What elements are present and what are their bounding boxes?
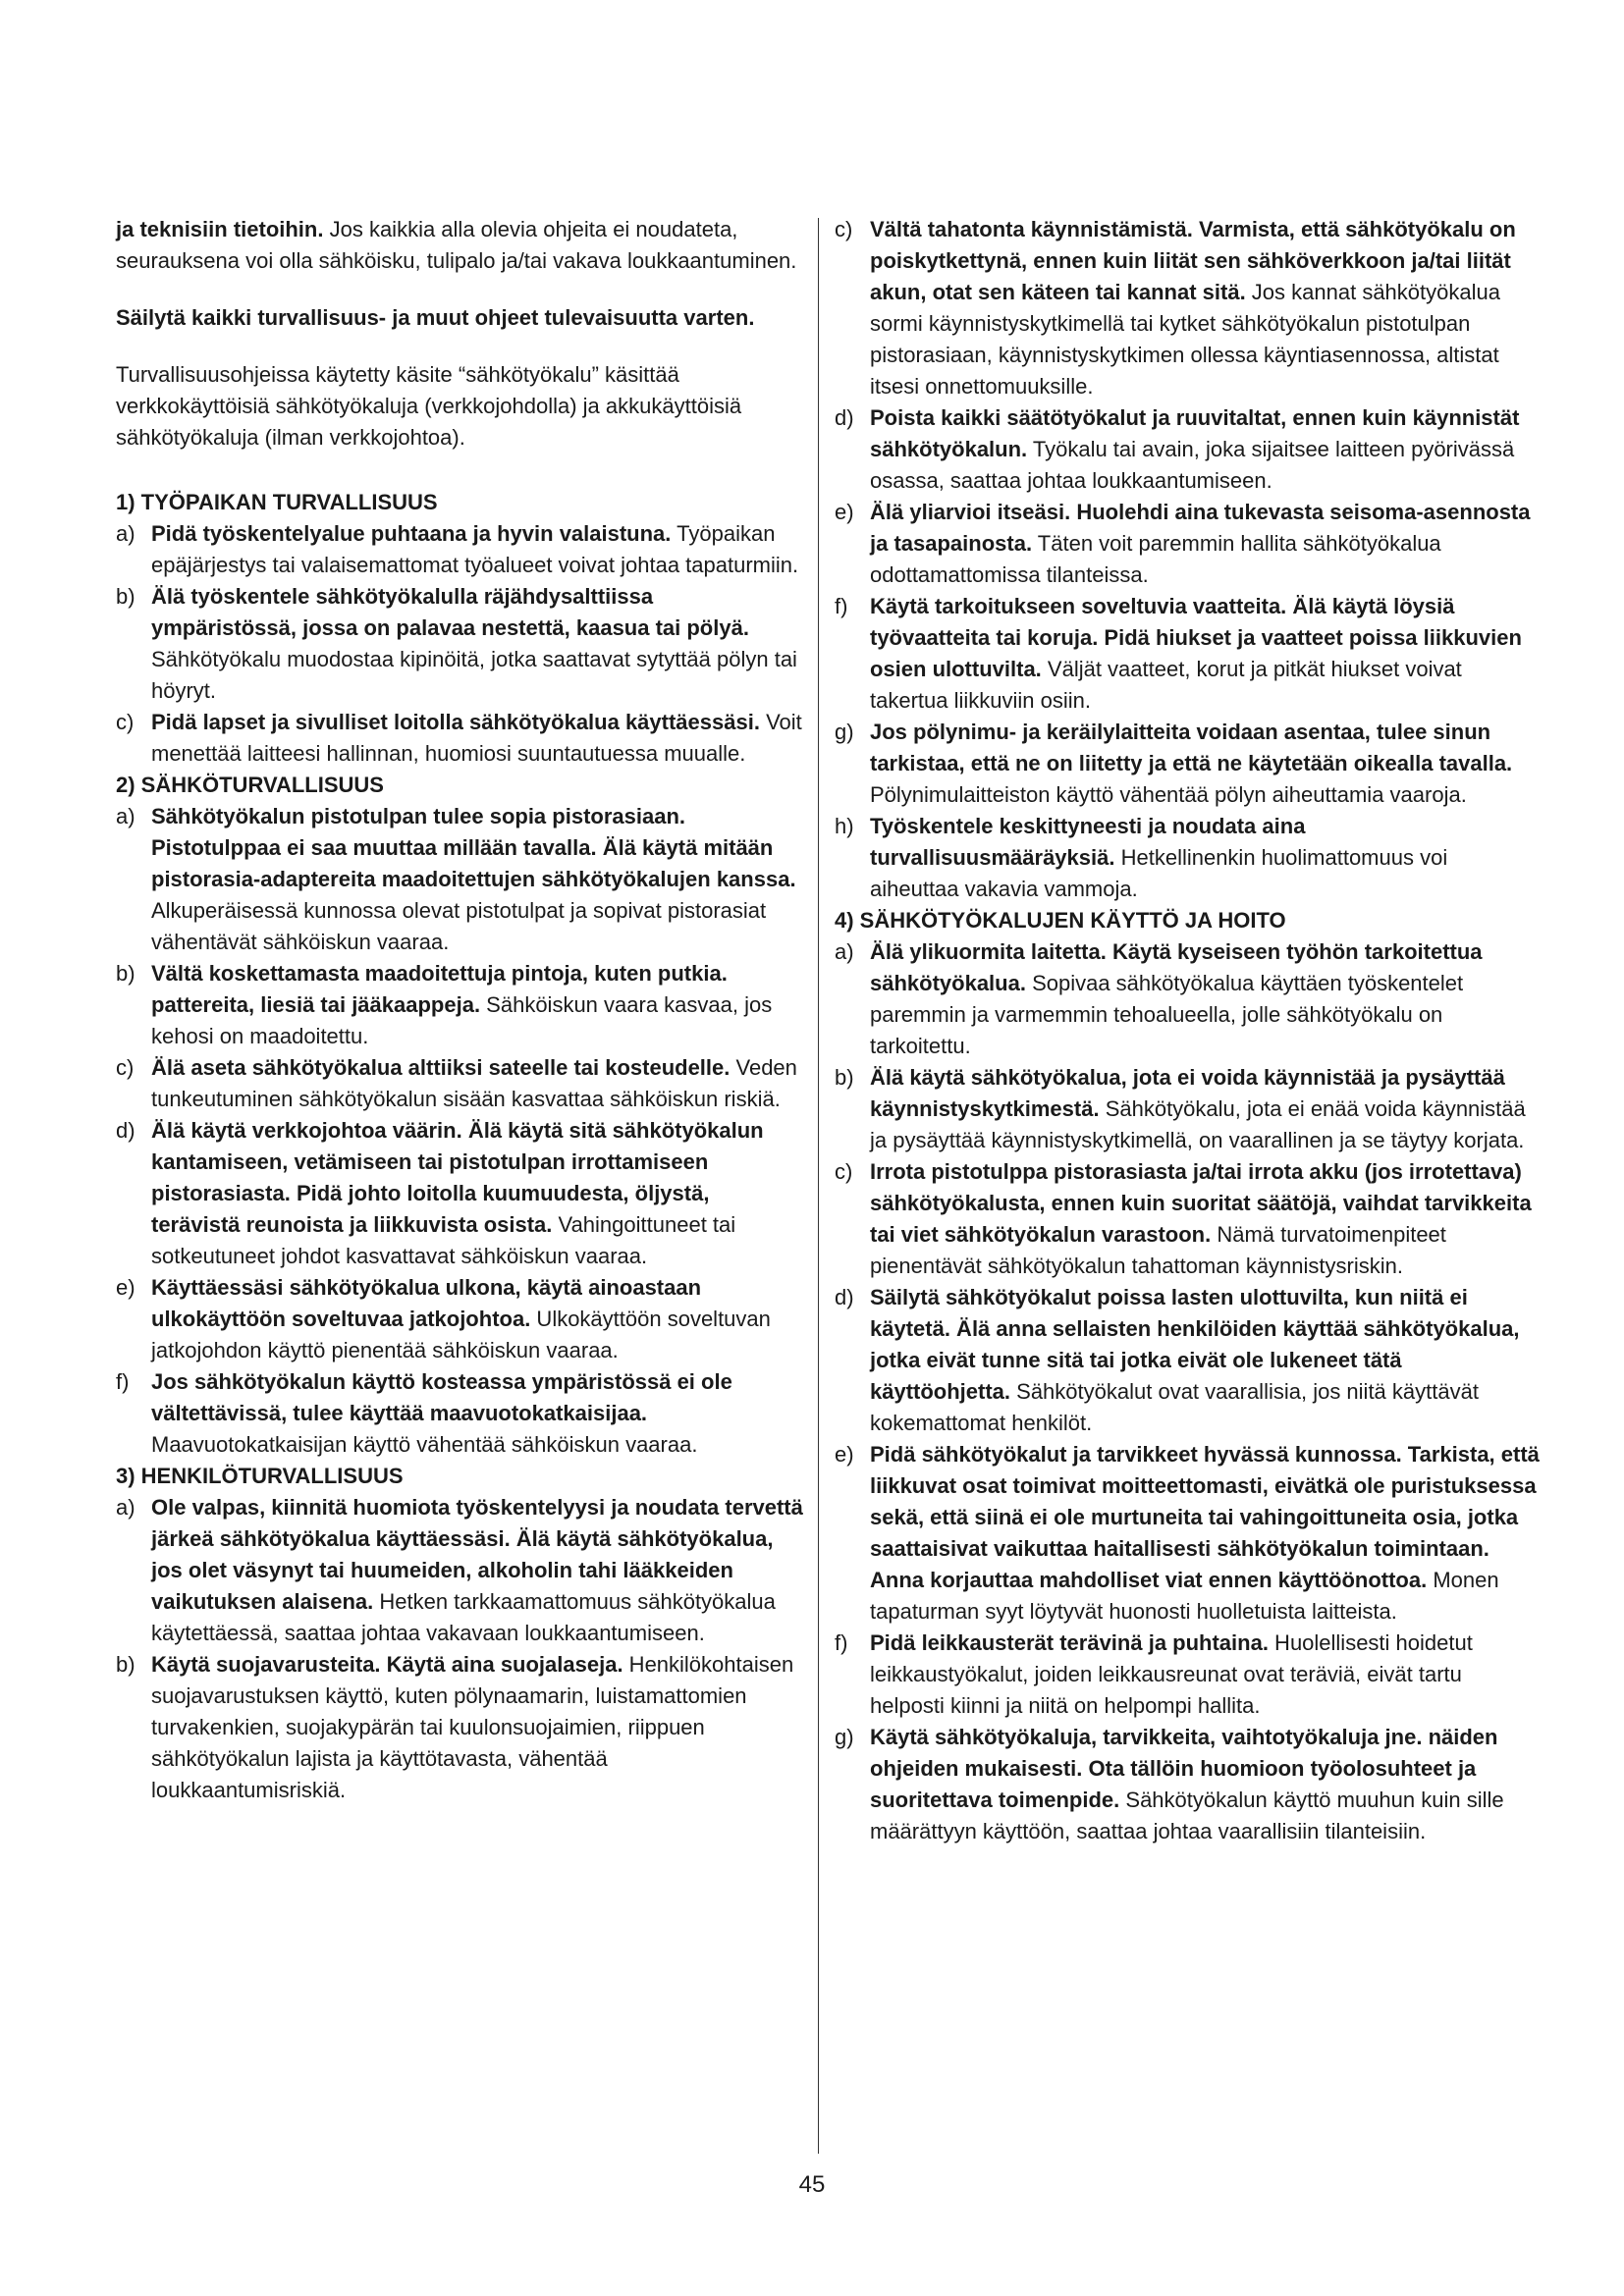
intro-paragraph: ja teknisiin tietoihin. Jos kaikkia alla olevia ohjeita ei noudateta, seurauksena voi olla sähköisku, tulipalo ja/tai vakava loukkaantuminen.: [116, 217, 797, 273]
list-item: b) Käytä suojavarusteita. Käytä aina suojalaseja. Henkilökohtaisen suojavarustuksen käyttö, kuten pölynaamarin, luistamattomien turvakenkien, suojakypärän tai kuulonsuojaimien, riippuen sähkötyökalun lajista ja käyttötavasta, vähentää loukkaantumisriskiä.: [116, 1652, 794, 1802]
list-item: e) Pidä sähkötyökalut ja tarvikkeet hyvässä kunnossa. Tarkista, että liikkuvat osat toimivat moitteettomasti, eivätkä ole puristuksessa sekä, että siinä ei ole murtuneita tai vahingoittuneita osia, jotka saattaisivat vaikuttaa haitallisesti sähkötyökalun toimintaan. Anna korjauttaa mahdolliset viat ennen käyttöönottoa. Monen tapaturman syyt löytyvät huonosti huolletuista laitteista.: [835, 1442, 1540, 1624]
list-item: e) Käyttäessäsi sähkötyökalua ulkona, käytä ainoastaan ulkokäyttöön soveltuvaa jatkojohtoa. Ulkokäyttöön soveltuvan jatkojohdon käyttö pienentää sähköiskun vaaraa.: [116, 1275, 771, 1362]
right-column: [835, 214, 1542, 1847]
left-column: [116, 214, 803, 1806]
page-number: 45: [798, 2171, 826, 2198]
list-item: a) Älä ylikuormita laitetta. Käytä kyseiseen työhön tarkoitettua sähkötyökalua. Sopivaa sähkötyökalua käyttäen työskentelet paremmin ja varmemmin tehoalueella, jolle sähkötyökalu on tarkoitettu.: [835, 939, 1483, 1058]
list-item: c) Älä aseta sähkötyökalua alttiiksi sateelle tai kosteudelle. Veden tunkeutuminen sähkötyökalun sisään kasvattaa sähköiskun riskiä.: [116, 1055, 797, 1111]
list-item: c) Vältä tahatonta käynnistämistä. Varmista, että sähkötyökalu on poiskytkettynä, ennen kuin liität sen sähköverkkoon ja/tai liität akun, otat sen käteen tai kannat sitä. Jos kannat sähkötyökalua sormi käynnistyskytkimellä tai kytket sähkötyökalun pistotulpan pistorasiaan, käynnistyskytkimen ollessa käyntiasennossa, altistat itsesi onnettomuuksille.: [835, 217, 1516, 399]
section-heading: 2) SÄHKÖTURVALLISUUS: [116, 773, 384, 797]
list-item: c) Irrota pistotulppa pistorasiasta ja/tai irrota akku (jos irrotettava) sähkötyökalusta, ennen kuin suoritat säätöjä, vaihdat tarvikkeita tai viet sähkötyökalun varastoon. Nämä turvatoimenpiteet pienentävät sähkötyökalun tahattoman käynnistysriskin.: [835, 1159, 1532, 1278]
list-item: e) Älä yliarvioi itseäsi. Huolehdi aina tukevasta seisoma-asennosta ja tasapainosta. Täten voit paremmin hallita sähkötyökalua odottamattomissa tilanteissa.: [835, 500, 1531, 587]
intro-paragraph: Turvallisuusohjeissa käytetty käsite “sähkötyökalu” käsittää verkkokäyttöisiä sähkötyökaluja (verkkojohdolla) ja akkukäyttöisiä sähkötyökaluja (ilman verkkojohtoa).: [116, 362, 742, 450]
section-heading: 4) SÄHKÖTYÖKALUJEN KÄYTTÖ JA HOITO: [835, 908, 1286, 933]
list-item: g) Jos pölynimu- ja keräilylaitteita voidaan asentaa, tulee sinun tarkistaa, että ne on liitetty ja että ne käytetään oikealla tavalla. Pölynimulaitteiston käyttö vähentää pölyn aiheuttamia vaaroja.: [835, 720, 1513, 807]
section-heading: 3) HENKILÖTURVALLISUUS: [116, 1464, 404, 1488]
column-divider: [818, 218, 819, 2154]
list-item: b) Älä työskentele sähkötyökalulla räjähdysalttiissa ympäristössä, jossa on palavaa nestettä, kaasua tai pölyä. Sähkötyökalu muodostaa kipinöitä, jotka saattavat sytyttää pölyn tai höyryt.: [116, 584, 797, 703]
list-item: a) Sähkötyökalun pistotulpan tulee sopia pistorasiaan. Pistotulppaa ei saa muuttaa millään tavalla. Älä käytä mitään pistorasia-adaptereita maadoitettujen sähkötyökalujen kanssa. Alkuperäisessä kunnossa olevat pistotulpat ja sopivat pistorasiat vähentävät sähköiskun vaaraa.: [116, 804, 796, 954]
list-item: h) Työskentele keskittyneesti ja noudata aina turvallisuusmääräyksiä. Hetkellinenkin huolimattomuus voi aiheuttaa vakavia vammoja.: [835, 814, 1448, 901]
list-item: f) Pidä leikkausterät terävinä ja puhtaina. Huolellisesti hoidetut leikkaustyökalut, joiden leikkausreunat ovat teräviä, eivät tartu helposti kiinni ja niitä on helpompi hallita.: [835, 1630, 1473, 1718]
list-item: d) Älä käytä verkkojohtoa väärin. Älä käytä sitä sähkötyökalun kantamiseen, vetämiseen tai pistotulpan irrottamiseen pistorasiasta. Pidä johto loitolla kuumuudesta, öljystä, terävistä reunoista ja liikkuvista osista. Vahingoittuneet tai sotkeutuneet johdot kasvattavat sähköiskun vaaraa.: [116, 1118, 764, 1268]
intro-paragraph: Säilytä kaikki turvallisuus- ja muut ohjeet tulevaisuutta varten.: [116, 305, 755, 330]
list-item: f) Käytä tarkoitukseen soveltuvia vaatteita. Älä käytä löysiä työvaatteita tai koruja. Pidä hiukset ja vaatteet poissa liikkuvien osien ulottuvilta. Väljät vaatteet, korut ja pitkät hiukset voivat takertua liikkuviin osiin.: [835, 594, 1522, 713]
list-item: a) Pidä työskentelyalue puhtaana ja hyvin valaistuna. Työpaikan epäjärjestys tai valaisemattomat työalueet voivat johtaa tapaturmiin.: [116, 521, 799, 577]
list-item: b) Älä käytä sähkötyökalua, jota ei voida käynnistää ja pysäyttää käynnistyskytkimestä. Sähkötyökalu, jota ei enää voida käynnistää ja pysäyttää käynnistyskytkimellä, on vaarallinen ja se täytyy korjata.: [835, 1065, 1526, 1152]
list-item: b) Vältä koskettamasta maadoitettuja pintoja, kuten putkia. pattereita, liesiä tai jääkaappeja. Sähköiskun vaara kasvaa, jos kehosi on maadoitettu.: [116, 961, 773, 1048]
list-item: f) Jos sähkötyökalun käyttö kosteassa ympäristössä ei ole vältettävissä, tulee käyttää maavuotokatkaisijaa. Maavuotokatkaisijan käyttö vähentää sähköiskun vaaraa.: [116, 1369, 732, 1457]
list-item: d) Poista kaikki säätötyökalut ja ruuvitaltat, ennen kuin käynnistät sähkötyökalun. Työkalu tai avain, joka sijaitsee laitteen pyörivässä osassa, saattaa johtaa loukkaantumiseen.: [835, 405, 1520, 493]
list-item: a) Ole valpas, kiinnitä huomiota työskentelyysi ja noudata tervettä järkeä sähkötyökalua käyttäessäsi. Älä käytä sähkötyökalua, jos olet väsynyt tai huumeiden, alkoholin tahi lääkkeiden vaikutuksen alaisena. Hetken tarkkaamattomuus sähkötyökalua käytettäessä, saattaa johtaa vakavaan loukkaantumiseen.: [116, 1495, 803, 1645]
list-item: d) Säilytä sähkötyökalut poissa lasten ulottuvilta, kun niitä ei käytetä. Älä anna sellaisten henkilöiden käyttää sähkötyökalua, jotka eivät tunne sitä tai jotka eivät ole lukeneet tätä käyttöohjetta. Sähkötyökalut ovat vaarallisia, jos niitä käyttävät kokemattomat henkilöt.: [835, 1285, 1520, 1435]
section-heading: 1) TYÖPAIKAN TURVALLISUUS: [116, 490, 438, 514]
list-item: g) Käytä sähkötyökaluja, tarvikkeita, vaihtotyökaluja jne. näiden ohjeiden mukaisesti. Ota tällöin huomioon työolosuhteet ja suoritettava toimenpide. Sähkötyökalun käyttö muuhun kuin sille määrättyyn käyttöön, saattaa johtaa vaarallisiin tilanteisiin.: [835, 1725, 1504, 1843]
list-item: c) Pidä lapset ja sivulliset loitolla sähkötyökalua käyttäessäsi. Voit menettää laitteesi hallinnan, huomiosi suuntautuessa muualle.: [116, 710, 802, 766]
